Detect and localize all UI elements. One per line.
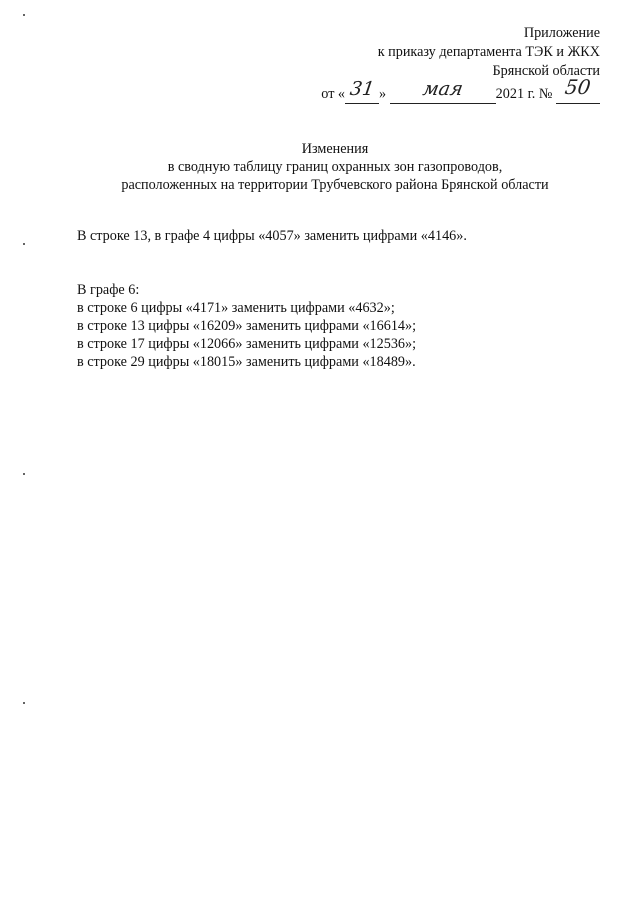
date-day-field <box>345 78 379 104</box>
document-title <box>70 140 600 194</box>
appendix-header <box>260 24 600 105</box>
margin-mark <box>23 702 25 704</box>
order-number-handwritten: 50 <box>563 75 593 99</box>
header-line-region: Брянской области <box>492 63 600 79</box>
title-line-2: в сводную таблицу границ охранных зон газопроводов, <box>167 159 503 175</box>
document-body <box>77 227 617 371</box>
date-day-handwritten: 31 <box>348 78 376 100</box>
title-line-3: расположенных на территории Трубчевского района Брянской области <box>121 177 549 193</box>
header-line-order: к приказу департамента ТЭК и ЖКХ <box>377 44 600 60</box>
graph6-heading: В графе 6: <box>77 282 140 298</box>
header-line-appendix: Приложение <box>523 25 600 41</box>
change-item: в строке 29 цифры «18015» заменить цифрами «18489». <box>77 354 416 370</box>
order-date-line <box>260 75 600 105</box>
title-line-1: Изменения <box>301 141 369 157</box>
date-year-suffix: 2021 г. № <box>495 86 553 102</box>
order-number-field <box>556 75 600 104</box>
body-paragraph-row13: В строке 13, в графе 4 цифры «4057» заменить цифрами «4146». <box>77 228 467 244</box>
date-month-field <box>390 78 496 104</box>
change-item: в строке 6 цифры «4171» заменить цифрами «4632»; <box>77 300 395 316</box>
margin-mark <box>23 473 25 475</box>
margin-mark <box>23 243 25 245</box>
margin-mark <box>23 14 25 16</box>
date-month-handwritten: мая <box>420 78 465 100</box>
change-item: в строке 17 цифры «12066» заменить цифрами «12536»; <box>77 336 417 352</box>
date-prefix: от « <box>321 86 346 102</box>
date-quote-close: » <box>379 86 387 102</box>
change-item: в строке 13 цифры «16209» заменить цифрами «16614»; <box>77 318 417 334</box>
